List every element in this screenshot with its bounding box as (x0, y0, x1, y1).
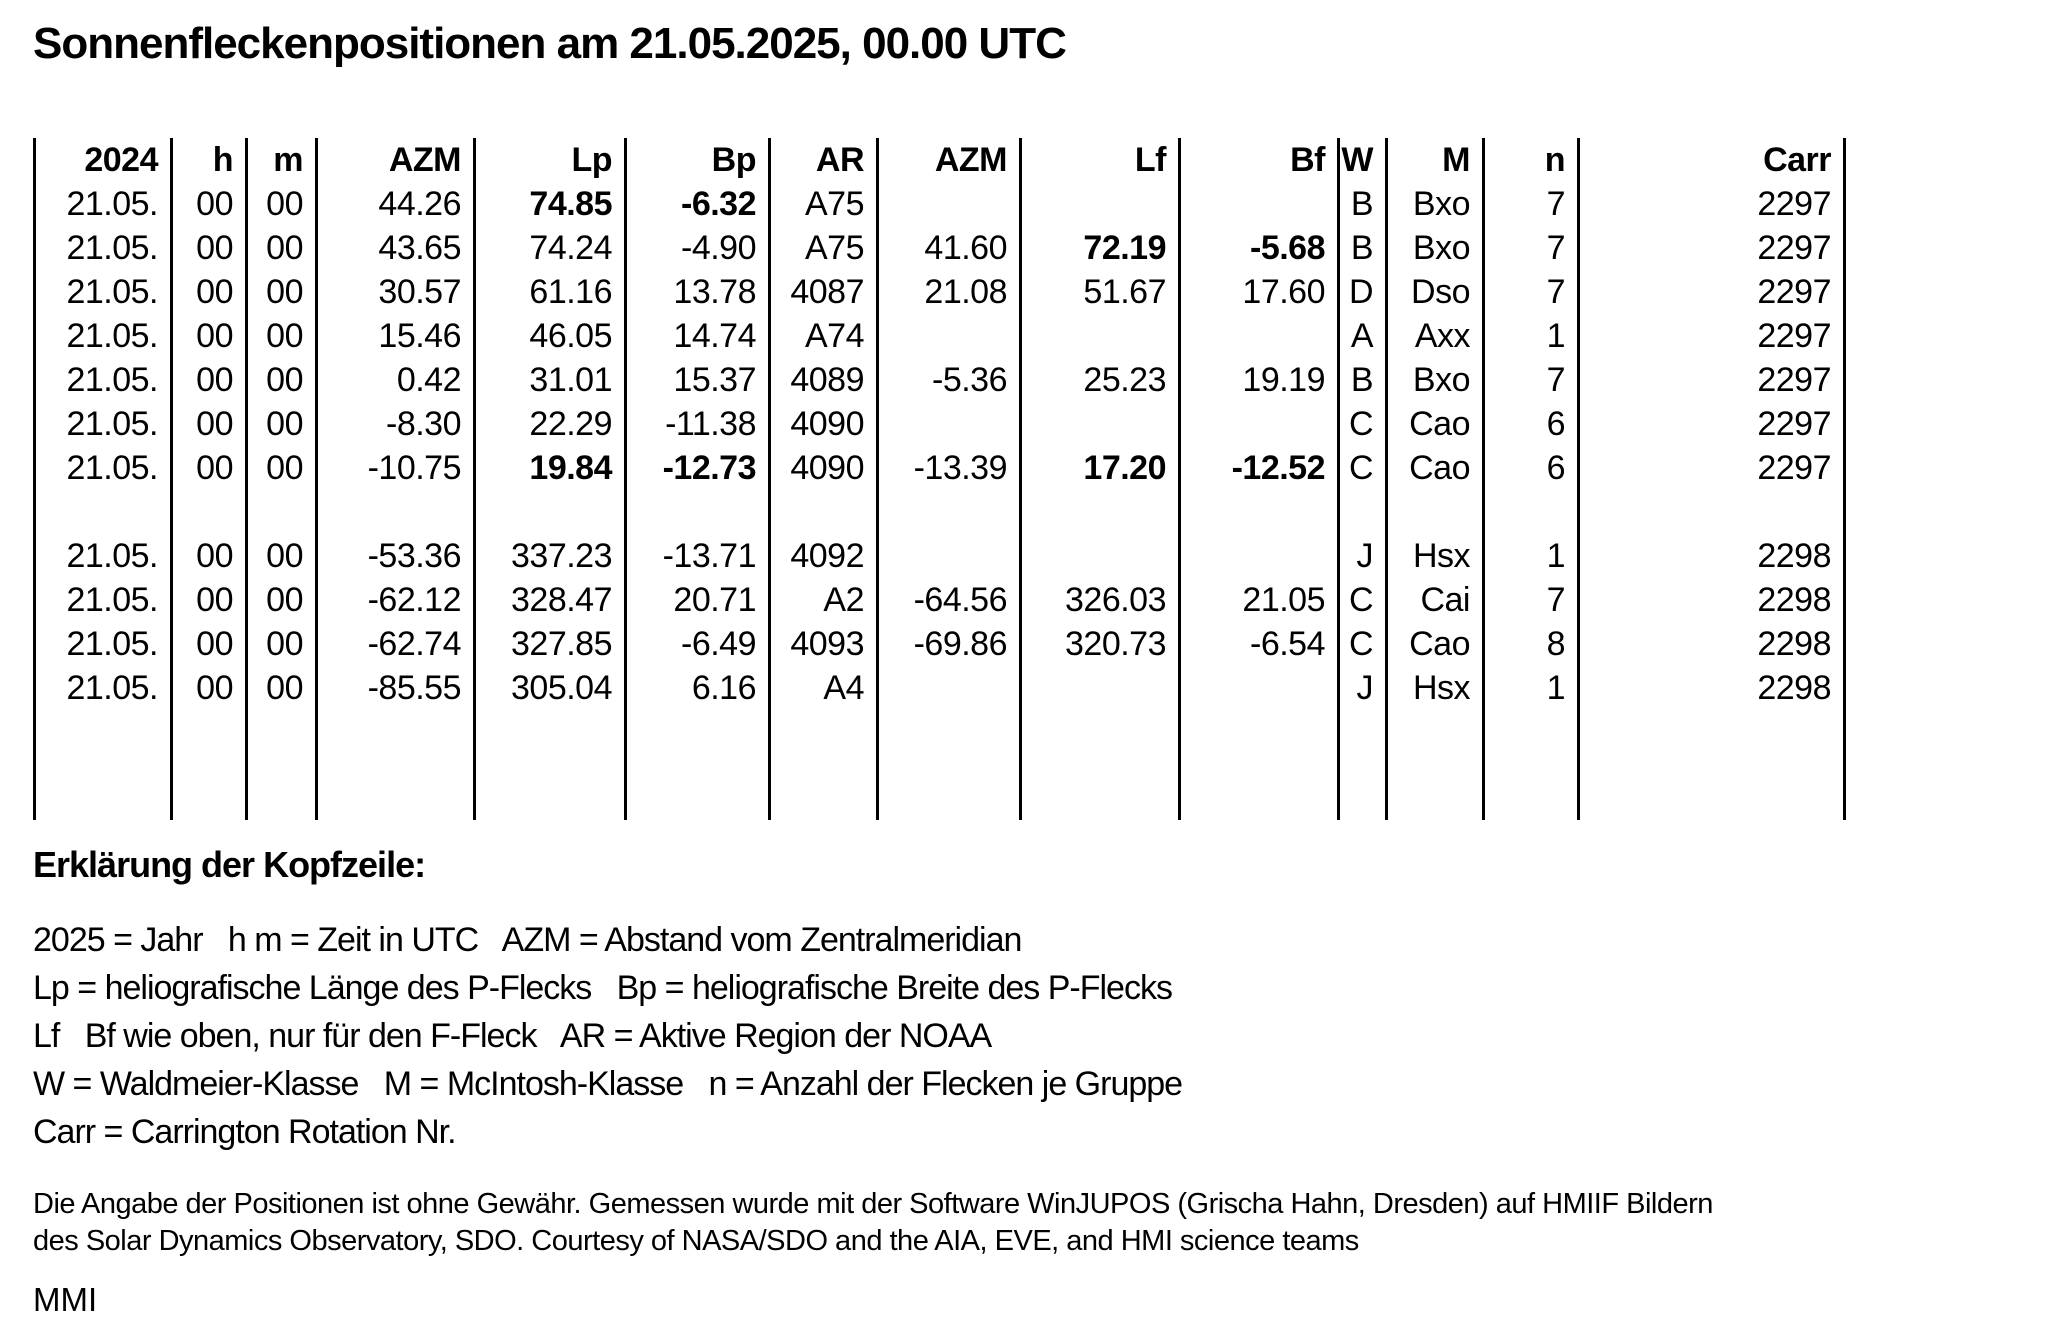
column-header: AZM (317, 138, 475, 182)
spacer-cell (35, 710, 172, 820)
table-cell: -11.38 (626, 402, 770, 446)
table-cell: A75 (770, 182, 878, 226)
table-cell: J (1339, 666, 1387, 710)
table-cell: 2297 (1579, 182, 1845, 226)
column-header: Lp (475, 138, 626, 182)
column-header: Bp (626, 138, 770, 182)
column-header: h (172, 138, 247, 182)
table-cell: 25.23 (1021, 358, 1180, 402)
table-row (35, 402, 1845, 446)
header-row (35, 138, 1845, 182)
spacer-cell (247, 490, 317, 534)
table-cell: 00 (172, 270, 247, 314)
explanation-block (33, 916, 2046, 1156)
table-cell: 21.05. (35, 358, 172, 402)
table-cell: -13.39 (878, 446, 1021, 490)
table-cell (878, 534, 1021, 578)
table-cell: 2297 (1579, 270, 1845, 314)
table-cell: 7 (1484, 578, 1579, 622)
table-cell: 21.05. (35, 226, 172, 270)
explanation-line: 2025 = Jahr h m = Zeit in UTC AZM = Abstand vom Zentralmeridian (33, 921, 1022, 959)
table-cell: C (1339, 578, 1387, 622)
table-cell: 00 (247, 270, 317, 314)
table-cell: A2 (770, 578, 878, 622)
explanation-line: Lf Bf wie oben, nur für den F-Fleck AR = Aktive Region der NOAA (33, 1017, 992, 1055)
table-cell: 41.60 (878, 226, 1021, 270)
table-cell: 4087 (770, 270, 878, 314)
table-cell: 2297 (1579, 358, 1845, 402)
table-row (35, 666, 1845, 710)
table-cell: 00 (247, 578, 317, 622)
table-cell: -8.30 (317, 402, 475, 446)
table-cell: 0.42 (317, 358, 475, 402)
table-cell: 21.05. (35, 314, 172, 358)
table-row (35, 622, 1845, 666)
table-cell: 4090 (770, 446, 878, 490)
spacer-row (35, 490, 1845, 534)
sunspot-table-body (35, 182, 1845, 820)
table-cell: 00 (172, 666, 247, 710)
table-row (35, 270, 1845, 314)
table-cell: 6 (1484, 446, 1579, 490)
spacer-cell (1484, 710, 1579, 820)
table-cell: 8 (1484, 622, 1579, 666)
spacer-cell (1021, 710, 1180, 820)
table-cell: 46.05 (475, 314, 626, 358)
table-cell: 328.47 (475, 578, 626, 622)
table-cell: A75 (770, 226, 878, 270)
table-cell: 61.16 (475, 270, 626, 314)
sunspot-table (33, 138, 1846, 820)
table-cell: -53.36 (317, 534, 475, 578)
table-cell: Dso (1387, 270, 1484, 314)
table-cell: 1 (1484, 534, 1579, 578)
column-header: Lf (1021, 138, 1180, 182)
table-cell: 30.57 (317, 270, 475, 314)
table-cell: 00 (247, 226, 317, 270)
spacer-cell (1484, 490, 1579, 534)
table-cell: 00 (172, 402, 247, 446)
table-cell: -5.36 (878, 358, 1021, 402)
table-cell: 21.05. (35, 666, 172, 710)
table-row (35, 182, 1845, 226)
table-cell (1021, 534, 1180, 578)
spacer-cell (475, 490, 626, 534)
column-header: 2024 (35, 138, 172, 182)
table-cell: 6 (1484, 402, 1579, 446)
table-cell: 320.73 (1021, 622, 1180, 666)
table-cell: 13.78 (626, 270, 770, 314)
observer-initials: MMI (33, 1281, 98, 1318)
table-cell (1021, 314, 1180, 358)
table-cell: 72.19 (1021, 226, 1180, 270)
table-cell: 305.04 (475, 666, 626, 710)
table-cell: B (1339, 182, 1387, 226)
table-cell: 17.60 (1180, 270, 1339, 314)
spacer-cell (626, 490, 770, 534)
table-cell (1180, 402, 1339, 446)
explanation-heading: Erklärung der Kopfzeile: (33, 844, 426, 885)
table-cell: 00 (172, 446, 247, 490)
table-cell: Bxo (1387, 182, 1484, 226)
table-cell: 51.67 (1021, 270, 1180, 314)
spacer-cell (172, 710, 247, 820)
column-header: Carr (1579, 138, 1845, 182)
table-cell: 7 (1484, 270, 1579, 314)
column-header: m (247, 138, 317, 182)
table-cell: -69.86 (878, 622, 1021, 666)
table-cell: -12.73 (626, 446, 770, 490)
table-cell: 4089 (770, 358, 878, 402)
table-cell: 2298 (1579, 578, 1845, 622)
table-row (35, 534, 1845, 578)
table-cell: B (1339, 358, 1387, 402)
spacer-cell (1579, 710, 1845, 820)
table-cell: 21.08 (878, 270, 1021, 314)
table-row (35, 226, 1845, 270)
table-cell: 2298 (1579, 534, 1845, 578)
table-cell: 15.37 (626, 358, 770, 402)
explanation-line: Lp = heliografische Länge des P-Flecks Bp = heliografische Breite des P-Flecks (33, 969, 1172, 1007)
table-cell: 00 (172, 622, 247, 666)
table-cell (878, 314, 1021, 358)
spacer-cell (317, 710, 475, 820)
spacer-cell (878, 710, 1021, 820)
spacer-cell (1579, 490, 1845, 534)
column-header: AR (770, 138, 878, 182)
table-cell: Bxo (1387, 226, 1484, 270)
table-cell: Bxo (1387, 358, 1484, 402)
table-cell: C (1339, 446, 1387, 490)
table-cell: -6.49 (626, 622, 770, 666)
table-cell: 21.05. (35, 270, 172, 314)
spacer-row (35, 710, 1845, 820)
table-cell: 00 (247, 446, 317, 490)
table-cell: 00 (247, 358, 317, 402)
table-cell: 00 (247, 622, 317, 666)
table-cell: 00 (247, 314, 317, 358)
table-cell: 00 (247, 182, 317, 226)
table-cell: 22.29 (475, 402, 626, 446)
table-cell (1180, 314, 1339, 358)
table-cell: 31.01 (475, 358, 626, 402)
table-cell: -6.32 (626, 182, 770, 226)
disclaimer-line: des Solar Dynamics Observatory, SDO. Courtesy of NASA/SDO and the AIA, EVE, and HMI science teams (33, 1225, 1359, 1257)
table-cell: 4093 (770, 622, 878, 666)
table-cell (878, 666, 1021, 710)
table-cell: A (1339, 314, 1387, 358)
table-cell: 7 (1484, 358, 1579, 402)
table-cell: 21.05. (35, 182, 172, 226)
table-cell: 337.23 (475, 534, 626, 578)
table-cell: 00 (247, 666, 317, 710)
table-cell: 21.05 (1180, 578, 1339, 622)
table-cell: 21.05. (35, 622, 172, 666)
table-cell: 326.03 (1021, 578, 1180, 622)
column-header: W (1339, 138, 1387, 182)
column-header: AZM (878, 138, 1021, 182)
table-cell: D (1339, 270, 1387, 314)
table-cell: 21.05. (35, 534, 172, 578)
column-header: Bf (1180, 138, 1339, 182)
column-header: M (1387, 138, 1484, 182)
spacer-cell (770, 710, 878, 820)
table-cell: 19.84 (475, 446, 626, 490)
table-cell (878, 402, 1021, 446)
table-cell (1021, 182, 1180, 226)
table-cell: 00 (247, 534, 317, 578)
page-title: Sonnenfleckenpositionen am 21.05.2025, 00.00 UTC (33, 19, 1066, 68)
table-cell: 2298 (1579, 622, 1845, 666)
table-row (35, 314, 1845, 358)
explanation-line: Carr = Carrington Rotation Nr. (33, 1113, 456, 1151)
table-cell: 74.85 (475, 182, 626, 226)
table-cell: 00 (172, 226, 247, 270)
table-row (35, 578, 1845, 622)
spacer-cell (1180, 490, 1339, 534)
table-cell: C (1339, 402, 1387, 446)
table-cell (1180, 666, 1339, 710)
table-cell: 43.65 (317, 226, 475, 270)
spacer-cell (770, 490, 878, 534)
table-cell: -10.75 (317, 446, 475, 490)
table-cell: 2297 (1579, 314, 1845, 358)
spacer-cell (1021, 490, 1180, 534)
table-cell: 00 (172, 358, 247, 402)
spacer-cell (247, 710, 317, 820)
table-cell: Hsx (1387, 534, 1484, 578)
table-cell: -6.54 (1180, 622, 1339, 666)
spacer-cell (1387, 490, 1484, 534)
table-cell: -4.90 (626, 226, 770, 270)
table-cell: Hsx (1387, 666, 1484, 710)
disclaimer-block (33, 1186, 2046, 1260)
table-cell: 44.26 (317, 182, 475, 226)
table-cell: A74 (770, 314, 878, 358)
table-cell: 00 (172, 314, 247, 358)
table-cell: J (1339, 534, 1387, 578)
table-cell: A4 (770, 666, 878, 710)
table-cell: -85.55 (317, 666, 475, 710)
table-cell (1021, 402, 1180, 446)
table-cell: 21.05. (35, 446, 172, 490)
table-cell: -62.74 (317, 622, 475, 666)
spacer-cell (317, 490, 475, 534)
table-cell: 7 (1484, 182, 1579, 226)
table-cell: 19.19 (1180, 358, 1339, 402)
table-row (35, 446, 1845, 490)
spacer-cell (626, 710, 770, 820)
explanation-line: W = Waldmeier-Klasse M = McIntosh-Klasse n = Anzahl der Flecken je Gruppe (33, 1065, 1183, 1103)
table-cell: 74.24 (475, 226, 626, 270)
table-cell: 4092 (770, 534, 878, 578)
table-cell: 00 (172, 534, 247, 578)
spacer-cell (1180, 710, 1339, 820)
table-cell: -62.12 (317, 578, 475, 622)
table-cell: Axx (1387, 314, 1484, 358)
table-cell: 15.46 (317, 314, 475, 358)
spacer-cell (35, 490, 172, 534)
table-cell: 2297 (1579, 402, 1845, 446)
table-cell: 21.05. (35, 578, 172, 622)
table-cell: 6.16 (626, 666, 770, 710)
table-cell: Cao (1387, 402, 1484, 446)
table-cell: 21.05. (35, 402, 172, 446)
table-cell: 2297 (1579, 446, 1845, 490)
table-cell: 1 (1484, 666, 1579, 710)
table-header (35, 138, 1845, 182)
spacer-cell (172, 490, 247, 534)
table-cell: -13.71 (626, 534, 770, 578)
table-cell (878, 182, 1021, 226)
table-cell: 4090 (770, 402, 878, 446)
table-cell: 327.85 (475, 622, 626, 666)
table-cell: Cao (1387, 446, 1484, 490)
table-cell: 2297 (1579, 226, 1845, 270)
table-cell: Cao (1387, 622, 1484, 666)
table-cell (1180, 182, 1339, 226)
table-cell: Cai (1387, 578, 1484, 622)
table-cell: 00 (172, 182, 247, 226)
table-cell: 20.71 (626, 578, 770, 622)
spacer-cell (1387, 710, 1484, 820)
column-header: n (1484, 138, 1579, 182)
table-cell: -12.52 (1180, 446, 1339, 490)
spacer-cell (878, 490, 1021, 534)
table-cell: 1 (1484, 314, 1579, 358)
table-cell: -5.68 (1180, 226, 1339, 270)
disclaimer-line: Die Angabe der Positionen ist ohne Gewähr. Gemessen wurde mit der Software WinJUPOS (Grischa Hahn, Dresden) auf HMIIF Bildern (33, 1188, 1713, 1220)
table-cell: -64.56 (878, 578, 1021, 622)
table-cell: 14.74 (626, 314, 770, 358)
table-cell: C (1339, 622, 1387, 666)
table-cell: 00 (247, 402, 317, 446)
spacer-cell (475, 710, 626, 820)
table-cell: 7 (1484, 226, 1579, 270)
table-cell (1180, 534, 1339, 578)
table-row (35, 358, 1845, 402)
table-cell: 00 (172, 578, 247, 622)
table-cell: B (1339, 226, 1387, 270)
spacer-cell (1339, 490, 1387, 534)
spacer-cell (1339, 710, 1387, 820)
table-cell (1021, 666, 1180, 710)
table-cell: 17.20 (1021, 446, 1180, 490)
table-cell: 2298 (1579, 666, 1845, 710)
